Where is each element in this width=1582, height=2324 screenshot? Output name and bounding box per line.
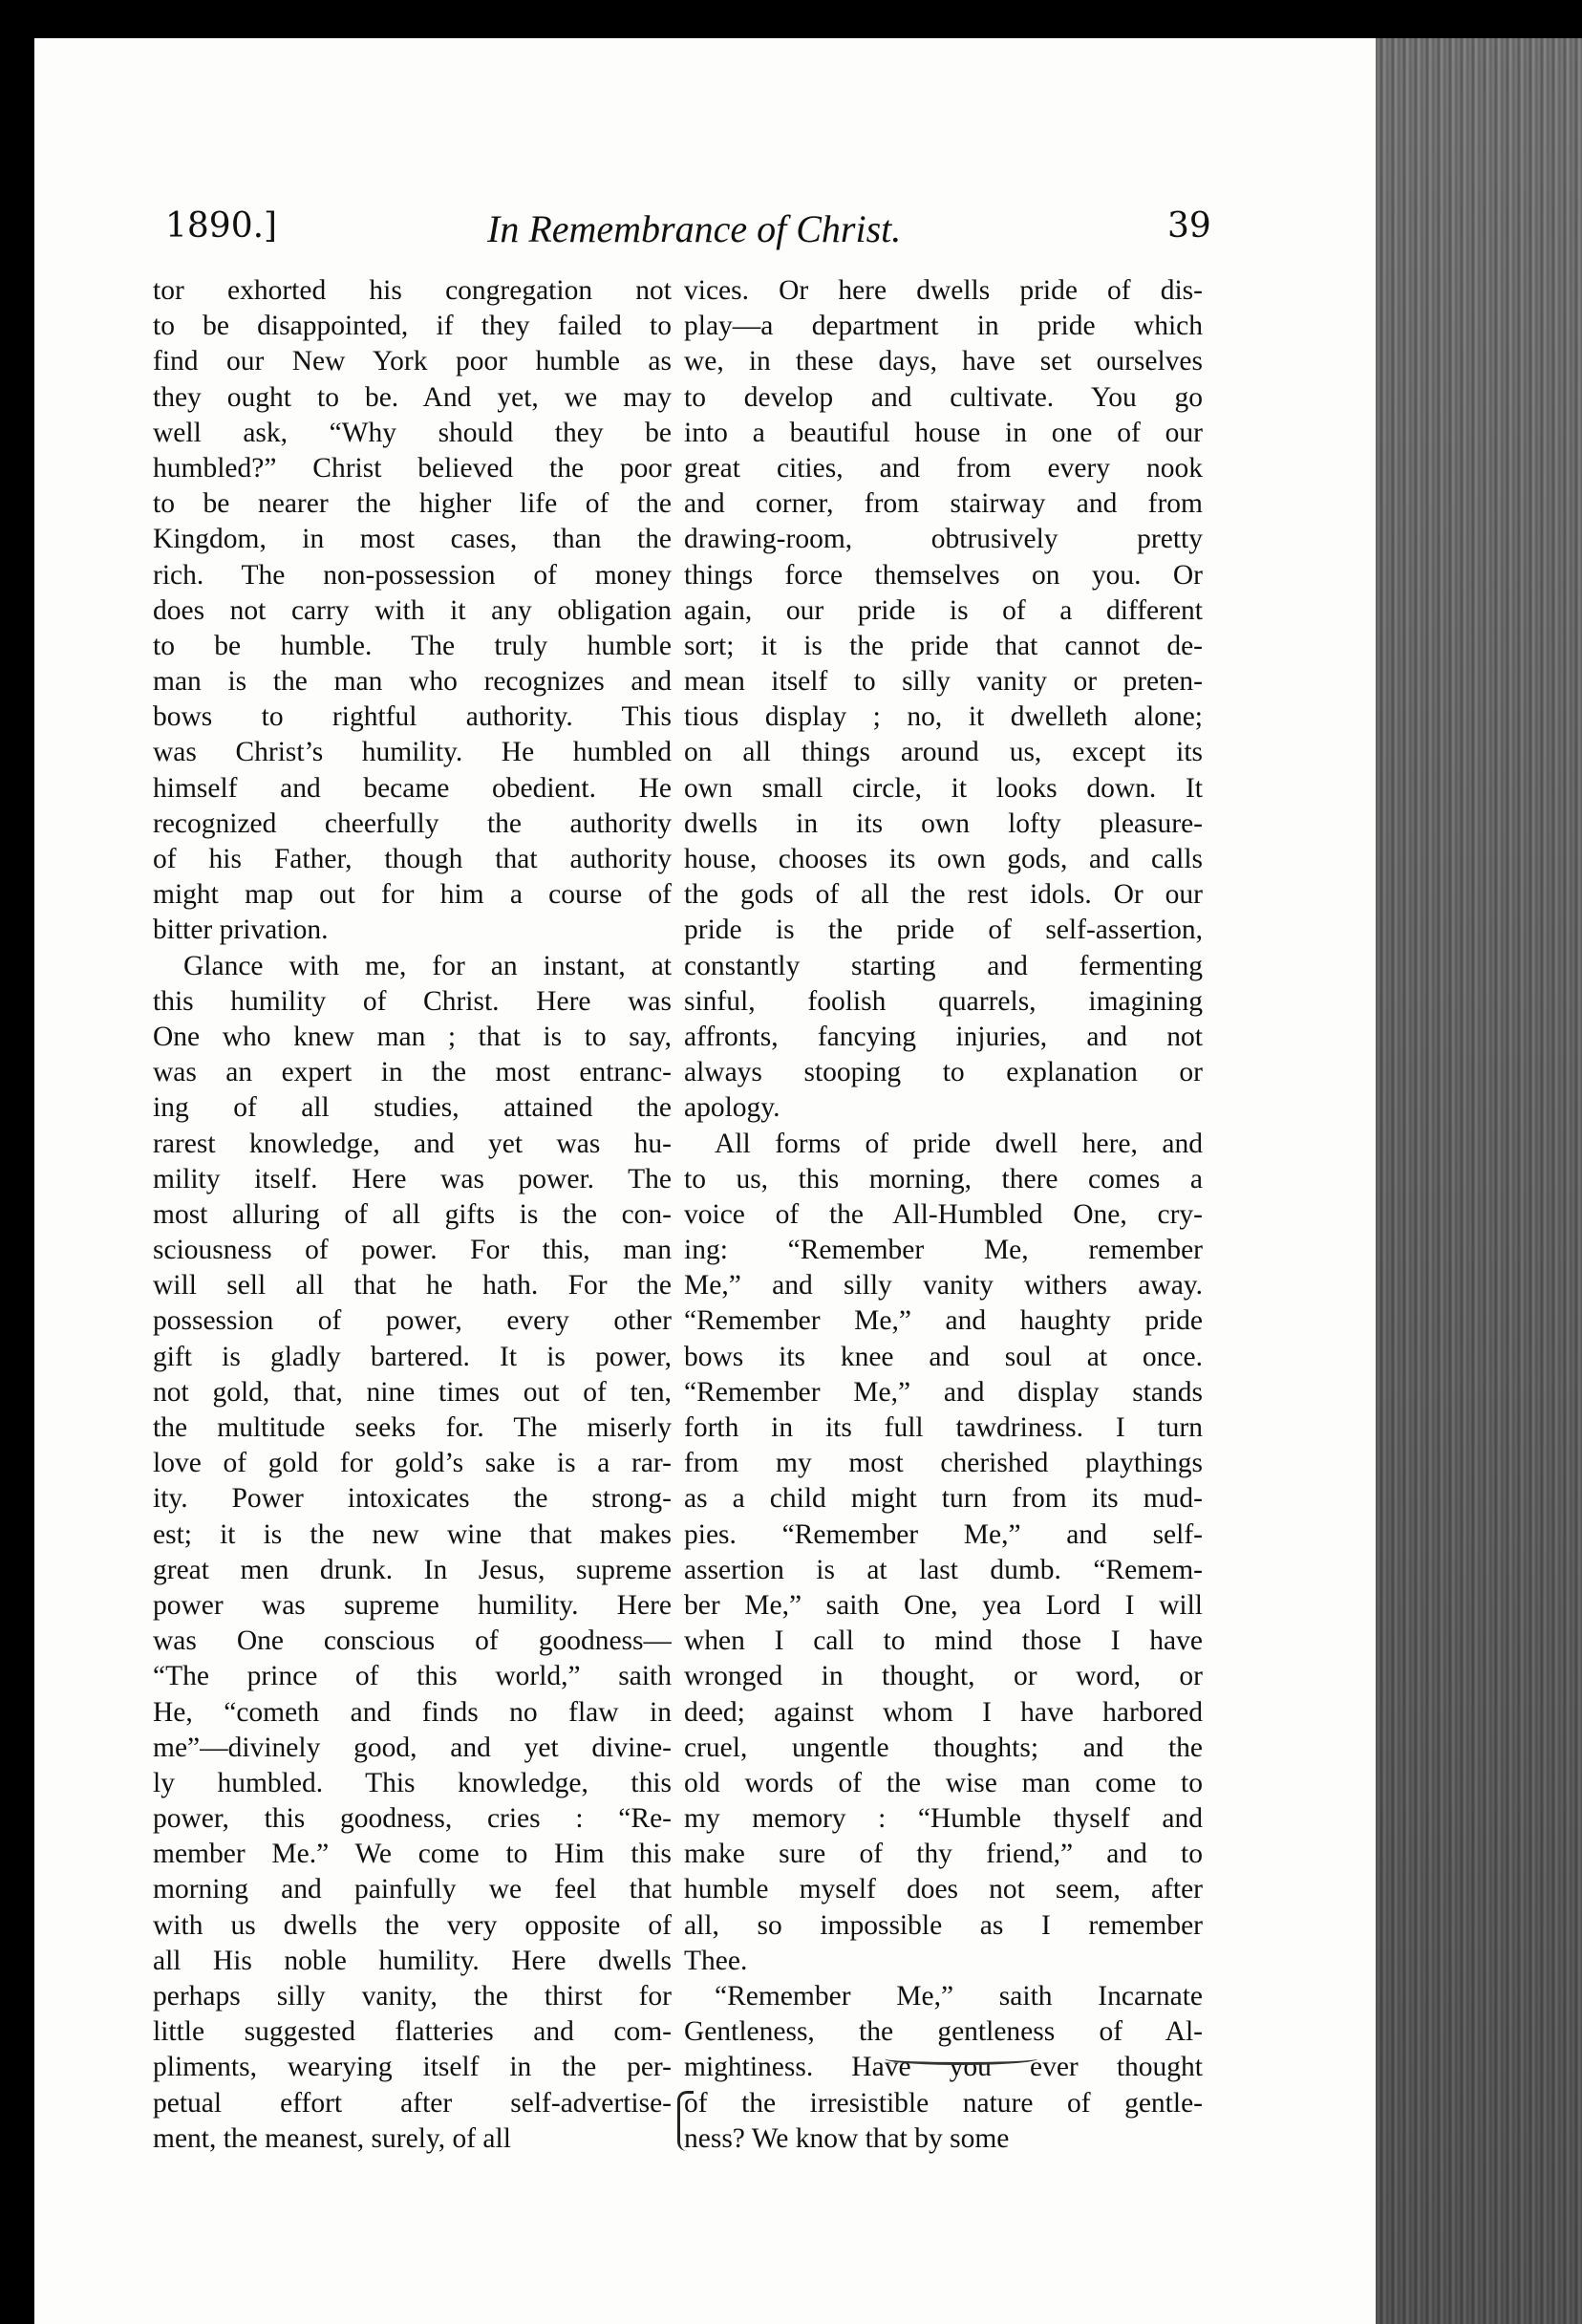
text-line: was an expert in the most entranc- — [153, 1057, 672, 1088]
text-line: bows its knee and soul at once. — [684, 1341, 1203, 1372]
text-line: to be humble. The truly humble — [153, 630, 672, 661]
text-line: was One conscious of goodness— — [153, 1625, 672, 1657]
text-line: from my most cherished playthings — [684, 1448, 1203, 1479]
text-line: to develop and cultivate. You go — [684, 381, 1203, 413]
text-line: assertion is at last dumb. “Remem- — [684, 1554, 1203, 1585]
text-line: forth in its full tawdriness. I turn — [684, 1412, 1203, 1443]
text-line: we, in these days, have set ourselves — [684, 346, 1203, 377]
text-line: the multitude seeks for. The miserly — [153, 1412, 672, 1443]
text-line: they ought to be. And yet, we may — [153, 381, 672, 413]
text-line: to be disappointed, if they failed to — [153, 311, 672, 342]
text-line: humbled?” Christ believed the poor — [153, 452, 672, 484]
text-line: things force themselves on you. Or — [684, 559, 1203, 591]
text-line: “Remember Me,” and haughty pride — [684, 1305, 1203, 1337]
text-line: love of gold for gold’s sake is a rar- — [153, 1448, 672, 1479]
text-line: old words of the wise man come to — [684, 1767, 1203, 1798]
text-line: sinful, foolish quarrels, imagining — [684, 985, 1203, 1017]
text-line: mean itself to silly vanity or preten- — [684, 666, 1203, 698]
text-line: great cities, and from every nook — [684, 452, 1203, 484]
text-line: dwells in its own lofty pleasure- — [684, 807, 1203, 839]
text-line: tious display ; no, it dwelleth alone; — [684, 701, 1203, 733]
running-head-title: In Remembrance of Christ. — [487, 207, 902, 250]
text-line: ing: “Remember Me, remember — [684, 1235, 1203, 1266]
text-line: Glance with me, for an instant, at — [183, 950, 672, 981]
page-number: 39 — [1167, 206, 1211, 246]
text-line: find our New York poor humble as — [153, 346, 672, 377]
text-line: Kingdom, in most cases, than the — [153, 524, 672, 555]
text-line: might map out for him a course of — [153, 879, 672, 911]
text-line: of the irresistible nature of gentle- — [684, 2087, 1203, 2119]
text-line: pies. “Remember Me,” and self- — [684, 1518, 1203, 1550]
text-line: “Remember Me,” and display stands — [684, 1376, 1203, 1408]
text-line: me”—divinely good, and yet divine- — [153, 1732, 672, 1763]
text-line: affronts, fancying injuries, and not — [684, 1021, 1203, 1052]
text-line: sort; it is the pride that cannot de- — [684, 630, 1203, 661]
text-line: my memory : “Humble thyself and — [684, 1803, 1203, 1835]
text-line: bitter privation. — [153, 915, 329, 946]
text-line: wronged in thought, or word, or — [684, 1661, 1203, 1692]
text-line: was Christ’s humility. He humbled — [153, 737, 672, 768]
text-column-right — [684, 273, 1203, 2157]
text-line: make sure of thy friend,” and to — [684, 1839, 1203, 1870]
text-line: apology. — [684, 1092, 780, 1124]
text-line: All forms of pride dwell here, and — [715, 1128, 1203, 1159]
text-line: Me,” and silly vanity withers away. — [684, 1270, 1203, 1302]
text-line: bows to rightful authority. This — [153, 701, 672, 733]
text-line: to be nearer the higher life of the — [153, 488, 672, 520]
text-line: possession of power, every other — [153, 1305, 672, 1337]
text-line: constantly starting and fermenting — [684, 950, 1203, 981]
text-line: Gentleness, the gentleness of Al- — [684, 2016, 1203, 2048]
text-line: One who knew man ; that is to say, — [153, 1021, 672, 1052]
text-line: with us dwells the very opposite of — [153, 1909, 672, 1941]
text-line: and corner, from stairway and from — [684, 488, 1203, 520]
text-line: as a child might turn from its mud- — [684, 1483, 1203, 1515]
text-line: on all things around us, except its — [684, 737, 1203, 768]
text-line: mility itself. Here was power. The — [153, 1163, 672, 1194]
handwritten-margin-bracket — [677, 2091, 694, 2151]
text-line: when I call to mind those I have — [684, 1625, 1203, 1657]
text-line: tor exhorted his congregation not — [153, 275, 672, 306]
text-line: member Me.” We come to Him this — [153, 1839, 672, 1870]
text-line: own small circle, it looks down. It — [684, 772, 1203, 804]
text-line: the gods of all the rest idols. Or our — [684, 879, 1203, 911]
text-line: most alluring of all gifts is the con- — [153, 1198, 672, 1230]
text-line: vices. Or here dwells pride of dis- — [684, 275, 1203, 306]
text-line: to us, this morning, there comes a — [684, 1163, 1203, 1194]
text-line: all, so impossible as I remember — [684, 1909, 1203, 1941]
text-line: humble myself does not seem, after — [684, 1874, 1203, 1905]
text-line: into a beautiful house in one of our — [684, 417, 1203, 448]
text-line: gift is gladly bartered. It is power, — [153, 1341, 672, 1372]
text-line: all His noble humility. Here dwells — [153, 1945, 672, 1976]
text-line: petual effort after self-advertise- — [153, 2087, 672, 2119]
text-line: does not carry with it any obligation — [153, 594, 672, 626]
text-line: He, “cometh and finds no flaw in — [153, 1696, 672, 1728]
text-column-left — [153, 273, 672, 2157]
text-line: this humility of Christ. Here was — [153, 985, 672, 1017]
text-line: again, our pride is of a different — [684, 594, 1203, 626]
text-line: est; it is the new wine that makes — [153, 1518, 672, 1550]
text-line: “Remember Me,” saith Incarnate — [715, 1981, 1203, 2012]
text-line: morning and painfully we feel that — [153, 1874, 672, 1905]
text-line: ity. Power intoxicates the strong- — [153, 1483, 672, 1515]
text-line: house, chooses its own gods, and calls — [684, 844, 1203, 874]
text-line: power was supreme humility. Here — [153, 1589, 672, 1621]
handwritten-underline — [885, 2053, 1037, 2065]
text-line: cruel, ungentle thoughts; and the — [684, 1732, 1203, 1763]
text-line: will sell all that he hath. For the — [153, 1270, 672, 1302]
text-line: not gold, that, nine times out of ten, — [153, 1376, 672, 1408]
text-line: perhaps silly vanity, the thirst for — [153, 1981, 672, 2012]
text-line: ber Me,” saith One, yea Lord I will — [684, 1589, 1203, 1621]
text-line: ness? We know that by some — [684, 2122, 1010, 2154]
text-line: man is the man who recognizes and — [153, 666, 672, 698]
text-line: ment, the meanest, surely, of all — [153, 2122, 511, 2154]
text-line: little suggested flatteries and com- — [153, 2016, 672, 2048]
page-edge-shadow — [1376, 38, 1582, 2324]
text-line: recognized cheerfully the authority — [153, 807, 672, 839]
text-line: Thee. — [684, 1945, 748, 1976]
text-line: play—a department in pride which — [684, 311, 1203, 342]
text-line: sciousness of power. For this, man — [153, 1235, 672, 1266]
text-line: voice of the All-Humbled One, cry- — [684, 1198, 1203, 1230]
running-head-year: 1890.] — [165, 206, 278, 246]
text-line: always stooping to explanation or — [684, 1057, 1203, 1088]
text-line: power, this goodness, cries : “Re- — [153, 1803, 672, 1835]
text-line: pliments, wearying itself in the per- — [153, 2052, 672, 2083]
text-line: ly humbled. This knowledge, this — [153, 1767, 672, 1798]
text-line: rarest knowledge, and yet was hu- — [153, 1128, 672, 1159]
text-line: rich. The non-possession of money — [153, 559, 672, 591]
text-line: pride is the pride of self-assertion, — [684, 915, 1203, 946]
text-line: drawing-room, obtrusively pretty — [684, 524, 1203, 555]
text-line: himself and became obedient. He — [153, 772, 672, 804]
text-line: mightiness. Have you ever thought — [684, 2052, 1203, 2083]
text-line: “The prince of this world,” saith — [153, 1661, 672, 1692]
text-line: well ask, “Why should they be — [153, 417, 672, 448]
text-line: of his Father, though that authority — [153, 844, 672, 874]
text-line: ing of all studies, attained the — [153, 1092, 672, 1124]
text-line: great men drunk. In Jesus, supreme — [153, 1554, 672, 1585]
text-line: deed; against whom I have harbored — [684, 1696, 1203, 1728]
